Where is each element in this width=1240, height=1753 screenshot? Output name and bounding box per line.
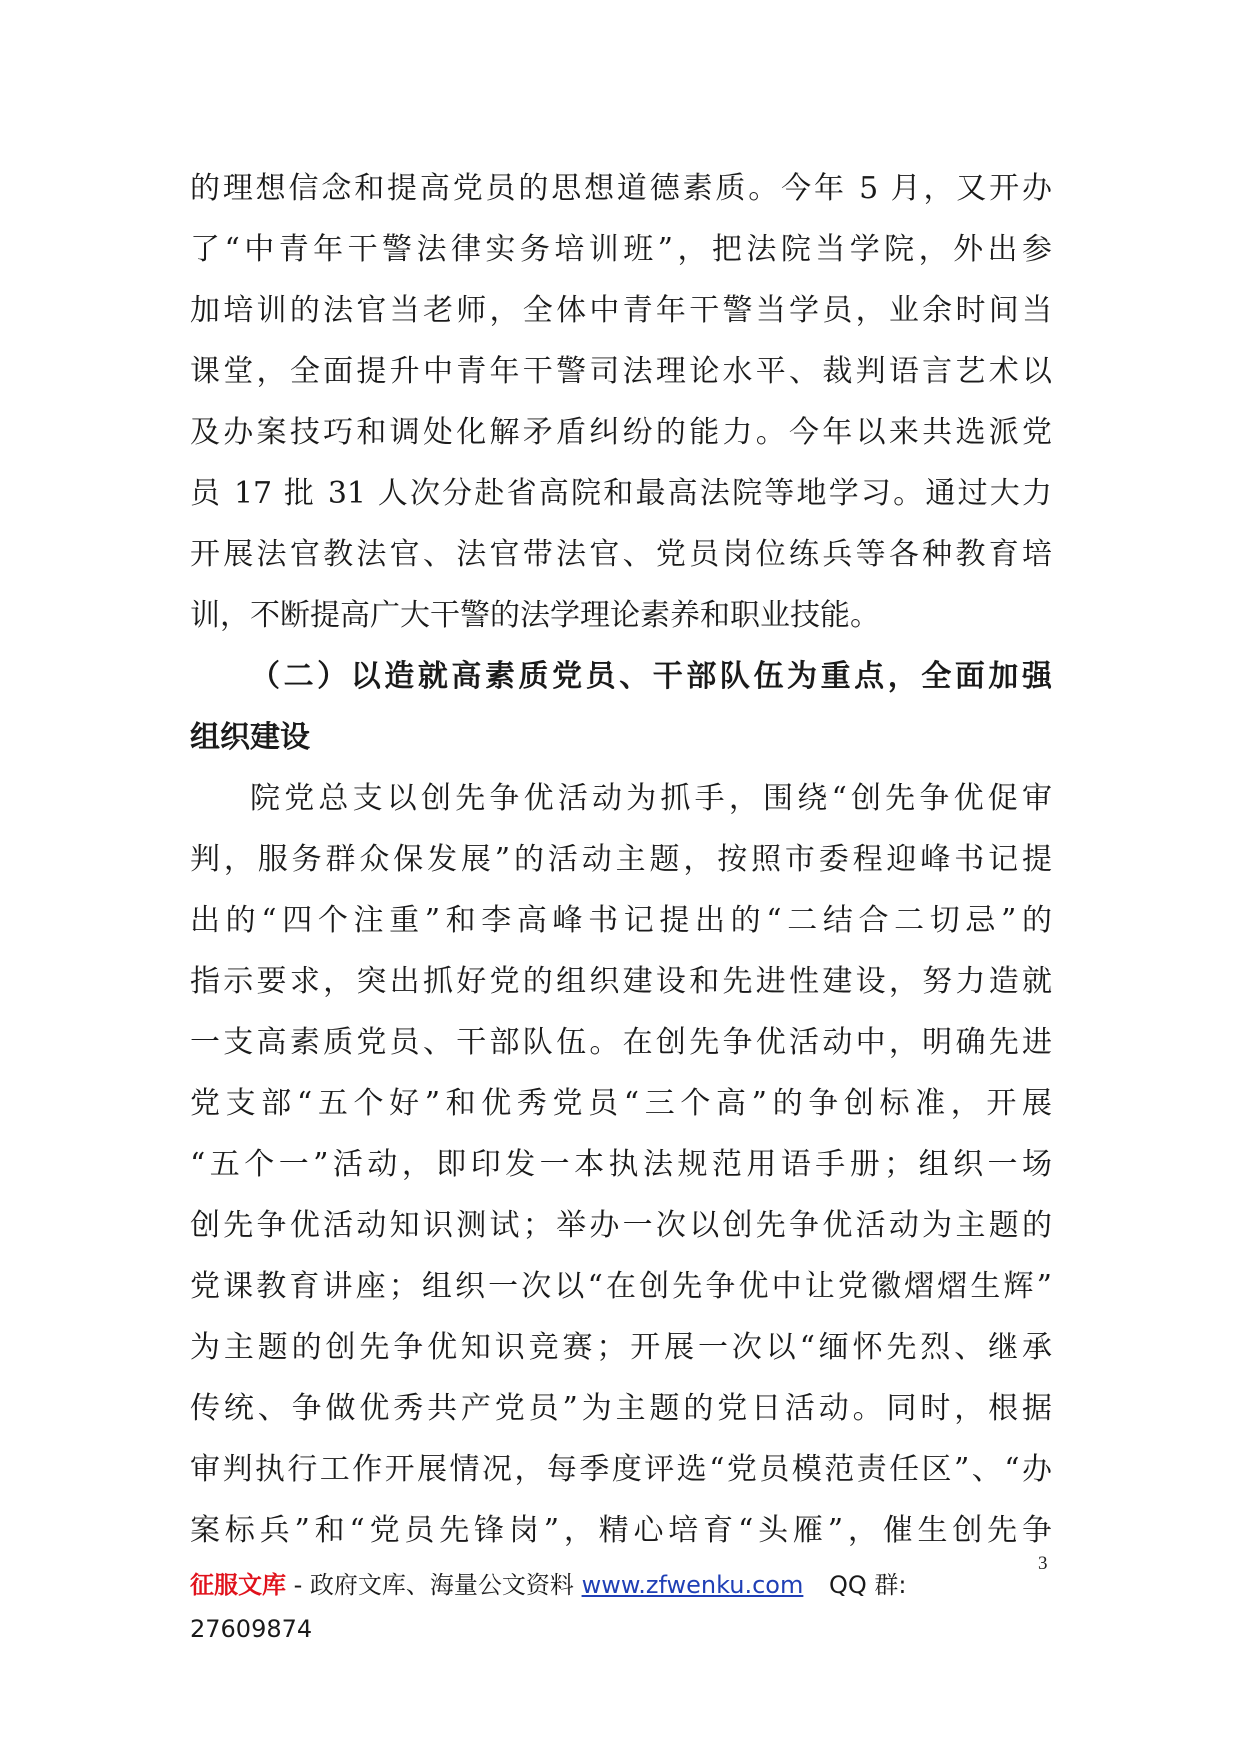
body-line: 的理想信念和提高党员的思想道德素质。今年 5 月，又开办	[190, 171, 1052, 206]
section-body-line: 为主题的创先争优知识竞赛；开展一次以“缅怀先烈、继承	[190, 1330, 1052, 1365]
section-heading-line: （二）以造就高素质党员、干部队伍为重点，全面加强	[250, 659, 1052, 694]
footer-qq-label: QQ 群:	[829, 1571, 907, 1599]
body-line: 及办案技巧和调处化解矛盾纠纷的能力。今年以来共选派党	[190, 415, 1052, 450]
page-number: 3	[1038, 1553, 1048, 1574]
body-line: 员 17 批 31 人次分赴省高院和最高法院等地学习。通过大力	[190, 476, 1052, 511]
body-line: 开展法官教法官、法官带法官、党员岗位练兵等各种教育培	[190, 537, 1052, 572]
footer-description: 政府文库、海量公文资料	[309, 1571, 574, 1599]
body-line: 加培训的法官当老师，全体中青年干警当学员，业余时间当	[190, 293, 1052, 328]
section-body-line: 指示要求，突出抓好党的组织建设和先进性建设，努力造就	[190, 964, 1052, 999]
footer	[190, 1567, 1070, 1655]
body-line: 训，不断提高广大干警的法学理论素养和职业技能。	[190, 598, 880, 633]
section-body-line: “五个一”活动，即印发一本执法规范用语手册；组织一场	[190, 1147, 1052, 1182]
section-body-line: 创先争优活动知识测试；举办一次以创先争优活动为主题的	[190, 1208, 1052, 1243]
section-body-line: 出的“四个注重”和李高峰书记提出的“二结合二切忌”的	[190, 903, 1052, 938]
section-body-line: 审判执行工作开展情况，每季度评选“党员模范责任区”、“办	[190, 1452, 1052, 1487]
section-heading-line: 组织建设	[190, 720, 310, 755]
footer-website-link[interactable]: www.zfwenku.com	[581, 1571, 804, 1599]
section-body-line: 传统、争做优秀共产党员”为主题的党日活动。同时，根据	[190, 1391, 1052, 1426]
section-body-line: 判，服务群众保发展”的活动主题，按照市委程迎峰书记提	[190, 842, 1052, 877]
footer-brand: 征服文库	[190, 1571, 286, 1599]
body-line: 了“中青年干警法律实务培训班”，把法院当学院，外出参	[190, 232, 1052, 267]
section-body-line: 院党总支以创先争优活动为抓手，围绕“创先争优促审	[250, 781, 1052, 816]
body-line: 课堂，全面提升中青年干警司法理论水平、裁判语言艺术以	[190, 354, 1052, 389]
footer-separator: -	[286, 1571, 310, 1599]
section-body-line: 党课教育讲座；组织一次以“在创先争优中让党徽熠熠生辉”	[190, 1269, 1052, 1304]
section-body-line: 党支部“五个好”和优秀党员“三个高”的争创标准，开展	[190, 1086, 1052, 1121]
section-body-line: 一支高素质党员、干部队伍。在创先争优活动中，明确先进	[190, 1025, 1052, 1060]
section-body-line: 案标兵”和“党员先锋岗”，精心培育“头雁”，催生创先争	[190, 1513, 1052, 1548]
footer-qq-number: 27609874	[190, 1615, 313, 1643]
page-content	[190, 158, 1052, 1561]
